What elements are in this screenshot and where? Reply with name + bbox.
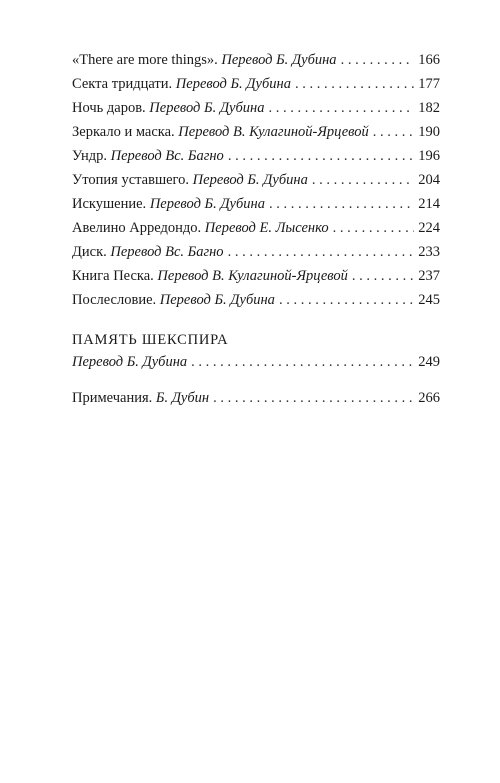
dot-leader (341, 48, 415, 72)
entry-title: Послесловие. (72, 292, 157, 308)
entry-page-number: 245 (418, 292, 440, 308)
toc-entry (72, 350, 440, 374)
dot-leader (191, 350, 414, 374)
entry-page-number: 166 (418, 52, 440, 68)
toc-entry (72, 240, 440, 264)
toc-entry (72, 96, 440, 120)
toc-entry (72, 72, 440, 96)
entry-page-number: 237 (418, 268, 440, 284)
dot-leader (228, 144, 414, 168)
toc-entry (72, 192, 440, 216)
entry-translator: Перевод Е. Лысенко (204, 220, 329, 236)
entry-title: «There are more things». (72, 52, 218, 68)
dot-leader (352, 264, 414, 288)
toc-entry (72, 216, 440, 240)
notes-page-number: 266 (418, 390, 440, 406)
section-page-number: 249 (418, 354, 440, 370)
entry-title: Книга Песка. (72, 268, 154, 284)
entry-translator: Перевод Вс. Багно (110, 244, 224, 260)
entry-translator: Перевод Б. Дубина (221, 52, 337, 68)
dot-leader (295, 72, 414, 96)
entry-page-number: 177 (418, 76, 440, 92)
entry-title: Секта тридцати. (72, 76, 173, 92)
entry-title: Ундр. (72, 148, 108, 164)
entry-title: Ночь даров. (72, 100, 146, 116)
entry-title: Зеркало и маска. (72, 124, 175, 140)
dot-leader (268, 96, 414, 120)
entry-translator: Перевод Вс. Багно (110, 148, 224, 164)
dot-leader (269, 192, 414, 216)
entry-translator: Перевод Б. Дубина (175, 76, 291, 92)
section-translator: Перевод Б. Дубина (72, 354, 188, 370)
entry-page-number: 233 (418, 244, 440, 260)
toc-entry (72, 288, 440, 312)
notes-title: Примечания. (72, 390, 153, 406)
entry-translator: Перевод Б. Дубина (159, 292, 275, 308)
notes-author: Б. Дубин (155, 390, 210, 406)
toc-entry (72, 264, 440, 288)
section-heading: ПАМЯТЬ ШЕКСПИРА (72, 332, 229, 348)
toc-entry (72, 386, 440, 410)
entry-title: Диск. (72, 244, 107, 260)
entry-page-number: 196 (418, 148, 440, 164)
entry-title: Искушение. (72, 196, 147, 212)
entry-translator: Перевод В. Кулагиной-Ярцевой (157, 268, 348, 284)
dot-leader (312, 168, 414, 192)
entry-page-number: 182 (418, 100, 440, 116)
entry-page-number: 190 (418, 124, 440, 140)
entry-title: Авелино Арредондо. (72, 220, 202, 236)
dot-leader (333, 216, 415, 240)
dot-leader (279, 288, 414, 312)
entry-page-number: 204 (418, 172, 440, 188)
entry-translator: Перевод Б. Дубина (192, 172, 308, 188)
table-of-contents (72, 48, 440, 410)
entry-translator: Перевод В. Кулагиной-Ярцевой (178, 124, 369, 140)
dot-leader (228, 240, 415, 264)
toc-entry (72, 168, 440, 192)
spacer (72, 374, 440, 386)
dot-leader (213, 386, 414, 410)
entry-page-number: 224 (418, 220, 440, 236)
dot-leader (373, 120, 414, 144)
toc-entry (72, 48, 440, 72)
entry-translator: Перевод Б. Дубина (149, 196, 265, 212)
toc-entry (72, 120, 440, 144)
entry-title: Утопия уставшего. (72, 172, 190, 188)
entry-page-number: 214 (418, 196, 440, 212)
entry-translator: Перевод Б. Дубина (149, 100, 265, 116)
toc-entry (72, 144, 440, 168)
